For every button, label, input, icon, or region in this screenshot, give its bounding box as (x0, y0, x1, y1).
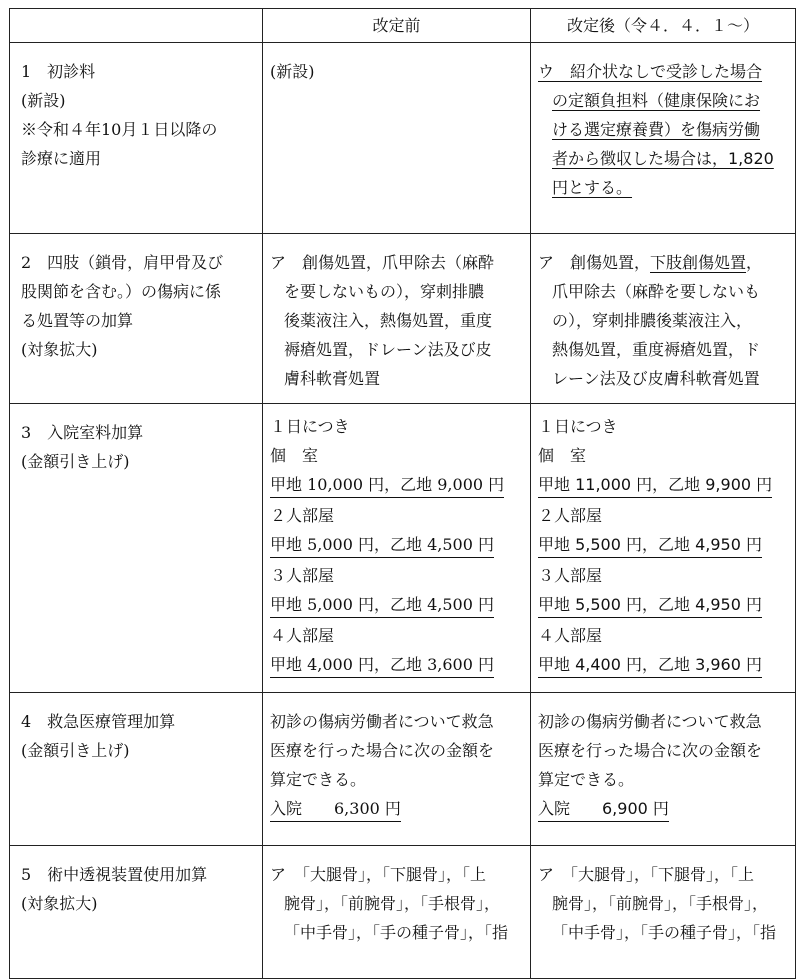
after-line: の），穿刺排膿後薬液注入， (552, 311, 753, 330)
item-line: (対象拡大) (21, 894, 98, 913)
after-cell (531, 404, 796, 693)
before-cell (263, 693, 531, 846)
item-line: る処置等の加算 (21, 311, 134, 330)
item-line: (金額引き上げ) (21, 452, 130, 471)
item-cell (10, 846, 263, 979)
before-price: 甲地 5,000 円，乙地 4,500 円 (270, 592, 494, 618)
after-price: 甲地 11,000 円，乙地 9,900 円 (538, 472, 772, 498)
table-row (10, 43, 796, 234)
before-line: 膚科軟膏処置 (284, 369, 381, 388)
item-line: ※令和４年10月１日以降の (21, 120, 218, 139)
before-cell (263, 846, 531, 979)
after-line: ア 「大腿骨」，「下腿骨」，「上 (538, 865, 755, 884)
after-line: 「中手骨」，「手の種子骨」，「指 (552, 923, 777, 942)
before-line: 「中手骨」，「手の種子骨」，「指 (284, 923, 509, 942)
before-line: １日につき (270, 417, 350, 436)
revision-table (9, 8, 796, 979)
before-cell (263, 234, 531, 404)
after-price: 入院 6,900 円 (538, 796, 669, 822)
after-line: 者から徴収した場合は，1,820 (552, 149, 774, 168)
item-line: (対象拡大) (21, 340, 98, 359)
before-line: 初診の傷病労働者について救急 (270, 712, 494, 731)
after-line: ３人部屋 (538, 566, 603, 585)
item-line: (金額引き上げ) (21, 741, 130, 760)
after-cell (531, 846, 796, 979)
after-line: ２人部屋 (538, 506, 603, 525)
item-line: 1 初診料 (21, 62, 96, 81)
before-cell (263, 404, 531, 693)
item-line: 4 救急医療管理加算 (21, 712, 176, 731)
after-line: １日につき (538, 417, 618, 436)
after-line: 個 室 (538, 446, 587, 465)
item-line: 股関節を含む。）の傷病に係 (21, 282, 222, 301)
before-line: 個 室 (270, 446, 319, 465)
table-row (10, 846, 796, 979)
after-line: の定額負担料（健康保険にお (552, 91, 761, 110)
item-cell (10, 43, 263, 234)
header-before: 改定前 (263, 9, 531, 43)
item-cell (10, 234, 263, 404)
before-line: ４人部屋 (270, 626, 335, 645)
item-line: 診療に適用 (21, 149, 102, 168)
before-line: 算定できる。 (270, 770, 367, 789)
item-cell (10, 404, 263, 693)
after-line: 算定できる。 (538, 770, 635, 789)
before-line: 腕骨」，「前腕骨」，「手根骨」， (284, 894, 501, 913)
before-line: ２人部屋 (270, 506, 335, 525)
after-cell (531, 693, 796, 846)
item-line: 2 四肢（鎖骨，肩甲骨及び (21, 253, 224, 272)
before-price: 甲地 5,000 円，乙地 4,500 円 (270, 532, 494, 558)
after-line: 初診の傷病労働者について救急 (538, 712, 762, 731)
after-line: レーン法及び皮膚科軟膏処置 (552, 369, 760, 388)
after-line: ４人部屋 (538, 626, 603, 645)
table-row (10, 693, 796, 846)
after-line: 医療を行った場合に次の金額を (538, 741, 763, 760)
after-line: 腕骨」，「前腕骨」，「手根骨」， (552, 894, 769, 913)
table-header-row (10, 9, 796, 43)
after-line-underlined: 下肢創傷処置 (650, 253, 747, 272)
item-line: 5 術中透視装置使用加算 (21, 865, 208, 884)
item-cell (10, 693, 263, 846)
after-line: ， (746, 253, 763, 272)
before-price: 甲地 10,000 円，乙地 9,000 円 (270, 472, 504, 498)
after-price: 甲地 5,500 円，乙地 4,950 円 (538, 532, 762, 558)
after-cell (531, 234, 796, 404)
before-line: を要しないもの），穿刺排膿 (284, 282, 485, 301)
item-line: (新設) (21, 91, 66, 110)
item-line: 3 入院室料加算 (21, 423, 144, 442)
table-row (10, 404, 796, 693)
after-line: ける選定療養費）を傷病労働 (552, 120, 761, 139)
header-after: 改定後（令４．４．１～） (531, 9, 796, 43)
after-line: 熱傷処置，重度褥瘡処置，ド (552, 340, 761, 359)
before-line: ３人部屋 (270, 566, 335, 585)
after-line: 爪甲除去（麻酔を要しないも (552, 282, 761, 301)
before-cell (263, 43, 531, 234)
before-line: 医療を行った場合に次の金額を (270, 741, 495, 760)
before-line: ア 「大腿骨」，「下腿骨」，「上 (270, 865, 487, 884)
after-line: 円とする。 (552, 178, 633, 197)
header-item (10, 9, 263, 43)
before-price: 甲地 4,000 円，乙地 3,600 円 (270, 652, 494, 678)
after-line: ア 創傷処置， (538, 253, 651, 272)
before-line: ア 創傷処置，爪甲除去（麻酔 (270, 253, 495, 272)
after-price: 甲地 4,400 円，乙地 3,960 円 (538, 652, 762, 678)
table-row (10, 234, 796, 404)
after-price: 甲地 5,500 円，乙地 4,950 円 (538, 592, 762, 618)
after-cell (531, 43, 796, 234)
before-line: 後薬液注入，熱傷処置，重度 (284, 311, 493, 330)
before-price: 入院 6,300 円 (270, 796, 401, 822)
before-line: (新設) (270, 62, 315, 81)
before-line: 褥瘡処置，ドレーン法及び皮 (284, 340, 492, 359)
after-line: ウ 紹介状なしで受診した場合 (538, 62, 763, 81)
